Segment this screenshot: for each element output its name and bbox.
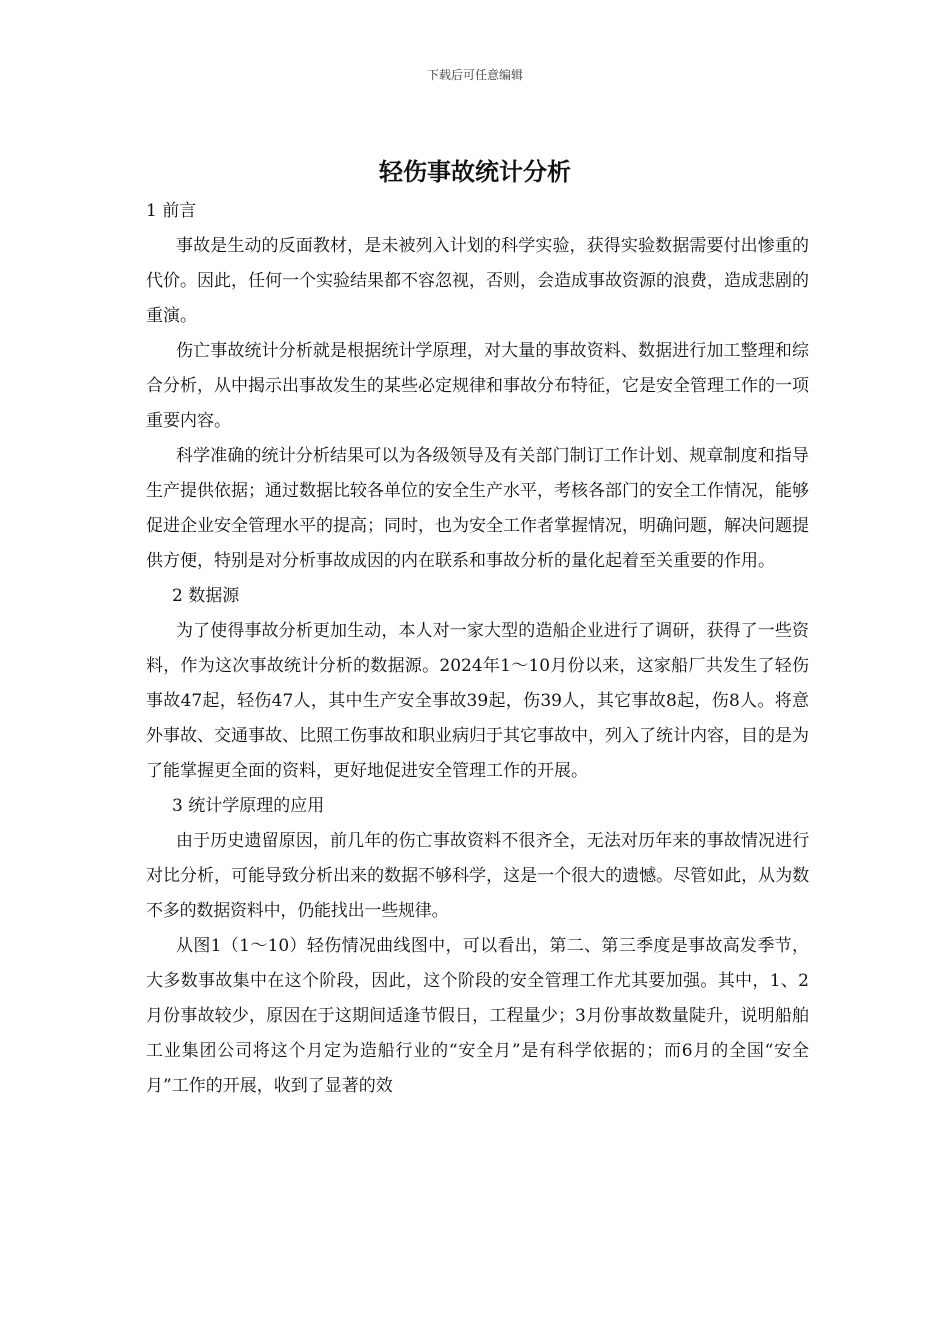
paragraph: 由于历史遗留原因，前几年的伤亡事故资料不很齐全，无法对历年来的事故情况进行对比分析，可能导致分析出来的数据不够科学，这是一个很大的遗憾。尽管如此，从为数不多的数据资料中，仍能找出一些规律。: [146, 831, 809, 921]
paragraph: 伤亡事故统计分析就是根据统计学原理，对大量的事故资料、数据进行加工整理和综合分析，从中揭示出事故发生的某些必定规律和事故分布特征，它是安全管理工作的一项重要内容。: [146, 341, 809, 431]
header-note: 下载后可任意编辑: [426, 68, 523, 82]
paragraph: 事故是生动的反面教材，是未被列入计划的科学实验，获得实验数据需要付出惨重的代价。因此，任何一个实验结果都不容忽视，否则，会造成事故资源的浪费，造成悲剧的重演。: [146, 236, 809, 326]
paragraph: 科学准确的统计分析结果可以为各级领导及有关部门制订工作计划、规章制度和指导生产提供依据；通过数据比较各单位的安全生产水平，考核各部门的安全工作情况，能够促进企业安全管理水平的提高；同时，也为安全工作者掌握情况，明确问题，解决问题提供方便，特别是对分析事故成因的内在联系和事故分析的量化起着至关重要的作用。: [146, 446, 809, 571]
section-heading-data-source: 2 数据源: [172, 586, 240, 606]
document-title: 轻伤事故统计分析: [379, 158, 571, 186]
section-heading-preface: 1 前言: [146, 201, 197, 221]
section-heading-statistics: 3 统计学原理的应用: [172, 796, 325, 816]
paragraph: 从图1（1～10）轻伤情况曲线图中，可以看出，第二、第三季度是事故高发季节，大多数事故集中在这个阶段，因此，这个阶段的安全管理工作尤其要加强。其中，1、2月份事故较少，原因在于这期间适逢节假日，工程量少；3月份事故数量陡升，说明船舶工业集团公司将这个月定为造船行业的“安全月”是有科学依据的；而6月的全国“安全月”工作的开展，收到了显著的效: [146, 936, 809, 1096]
paragraph: 为了使得事故分析更加生动，本人对一家大型的造船企业进行了调研，获得了一些资料，作为这次事故统计分析的数据源。2024年1～10月份以来，这家船厂共发生了轻伤事故47起，轻伤47人，其中生产安全事故39起，伤39人，其它事故8起，伤8人。将意外事故、交通事故、比照工伤事故和职业病归于其它事故中，列入了统计内容，目的是为了能掌握更全面的资料，更好地促进安全管理工作的开展。: [146, 621, 809, 781]
document-body: [146, 194, 809, 1104]
